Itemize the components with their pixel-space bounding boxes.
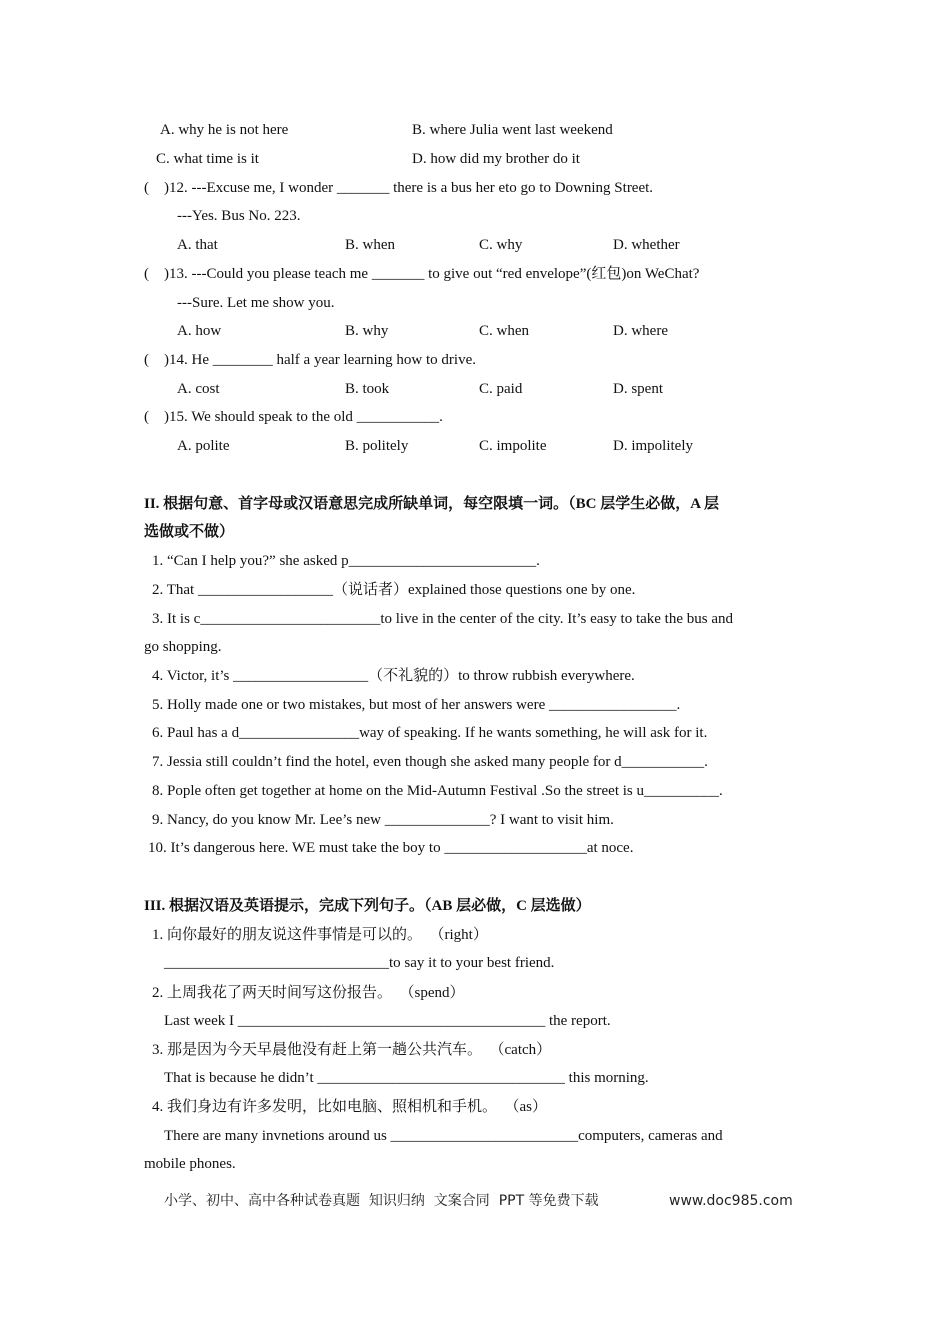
section2-heading: II. 根据句意、首字母或汉语意思完成所缺单词，每空限填一词。（BC 层学生必做，A 层 — [144, 496, 720, 512]
q14-option-d: D. spent — [613, 381, 663, 397]
section3-item-2-prompt: 2. 上周我花了两天时间写这份报告。 （spend） — [152, 985, 465, 1001]
q15-option-a: A. polite — [177, 438, 230, 454]
section3-item-3-answer: That is because he didn’t _________________________________ this morning. — [164, 1070, 649, 1086]
q15-option-c: C. impolite — [479, 438, 547, 454]
section2-item-4: 4. Victor, it’s __________________（不礼貌的）to throw rubbish everywhere. — [152, 668, 635, 684]
q14-option-c: C. paid — [479, 381, 523, 397]
q12-option-a: A. that — [177, 237, 218, 253]
section2-item-8: 8. Pople often get together at home on the Mid-Autumn Festival .So the street is u__________. — [152, 783, 723, 799]
q12-option-d: D. whether — [613, 237, 680, 253]
q15-option-d: D. impolitely — [613, 438, 693, 454]
q15-option-b: B. politely — [345, 438, 409, 454]
q11-option-b: B. where Julia went last weekend — [412, 122, 613, 138]
q14-option-a: A. cost — [177, 381, 220, 397]
q12-option-c: C. why — [479, 237, 523, 253]
q14-stem: ( )14. He ________ half a year learning how to drive. — [144, 352, 476, 368]
section2-item-9: 9. Nancy, do you know Mr. Lee’s new ______________? I want to visit him. — [152, 812, 614, 828]
section3-item-4-answer-cont: mobile phones. — [144, 1156, 236, 1172]
q13-reply: ---Sure. Let me show you. — [177, 295, 335, 311]
section2-item-1: 1. “Can I help you?” she asked p_________________________. — [152, 553, 540, 569]
section2-item-2: 2. That __________________（说话者）explained those questions one by one. — [152, 582, 636, 598]
section2-item-6: 6. Paul has a d________________way of speaking. If he wants something, he will ask for it. — [152, 725, 708, 741]
section3-item-1-prompt: 1. 向你最好的朋友说这件事情是可以的。 （right） — [152, 927, 488, 943]
section3-item-3-prompt: 3. 那是因为今天早晨他没有赶上第一趟公共汽车。 （catch） — [152, 1042, 552, 1058]
section3-item-1-answer: ______________________________to say it to your best friend. — [164, 955, 555, 971]
section2-item-7: 7. Jessia still couldn’t find the hotel, even though she asked many people for d___________. — [152, 754, 708, 770]
q11-option-d: D. how did my brother do it — [412, 151, 580, 167]
footer-url[interactable]: www.doc985.com — [669, 1193, 793, 1209]
section2-item-3-cont: go shopping. — [144, 639, 222, 655]
section3-heading: III. 根据汉语及英语提示，完成下列句子。（AB 层必做，C 层选做） — [144, 898, 591, 914]
q13-option-a: A. how — [177, 323, 222, 339]
q13-option-b: B. why — [345, 323, 389, 339]
q13-option-c: C. when — [479, 323, 529, 339]
q11-option-a: A. why he is not here — [160, 122, 289, 138]
section3-item-2-answer: Last week I _________________________________________ the report. — [164, 1013, 611, 1029]
q15-stem: ( )15. We should speak to the old ___________. — [144, 409, 443, 425]
section3-item-4-prompt: 4. 我们身边有许多发明，比如电脑、照相机和手机。 （as） — [152, 1099, 547, 1115]
q12-option-b: B. when — [345, 237, 395, 253]
footer-text: 小学、初中、高中各种试卷真题 知识归纳 文案合同 PPT 等免费下载 — [164, 1193, 599, 1209]
q14-option-b: B. took — [345, 381, 390, 397]
q11-option-c: C. what time is it — [156, 151, 259, 167]
section2-item-10: 10. It’s dangerous here. WE must take the boy to ___________________at noce. — [148, 840, 634, 856]
section3-item-4-answer: There are many invnetions around us _________________________computers, cameras and — [164, 1128, 723, 1144]
q12-stem: ( )12. ---Excuse me, I wonder _______ there is a bus her eto go to Downing Street. — [144, 180, 654, 196]
section2-item-3: 3. It is c________________________to live in the center of the city. It’s easy to take the bus and — [152, 611, 733, 627]
q13-stem: ( )13. ---Could you please teach me _______ to give out “red envelope”(红包)on WeChat? — [144, 266, 700, 282]
q13-option-d: D. where — [613, 323, 668, 339]
q12-reply: ---Yes. Bus No. 223. — [177, 208, 301, 224]
section2-item-5: 5. Holly made one or two mistakes, but most of her answers were _________________. — [152, 697, 681, 713]
section2-heading-cont: 选做或不做） — [144, 524, 235, 540]
